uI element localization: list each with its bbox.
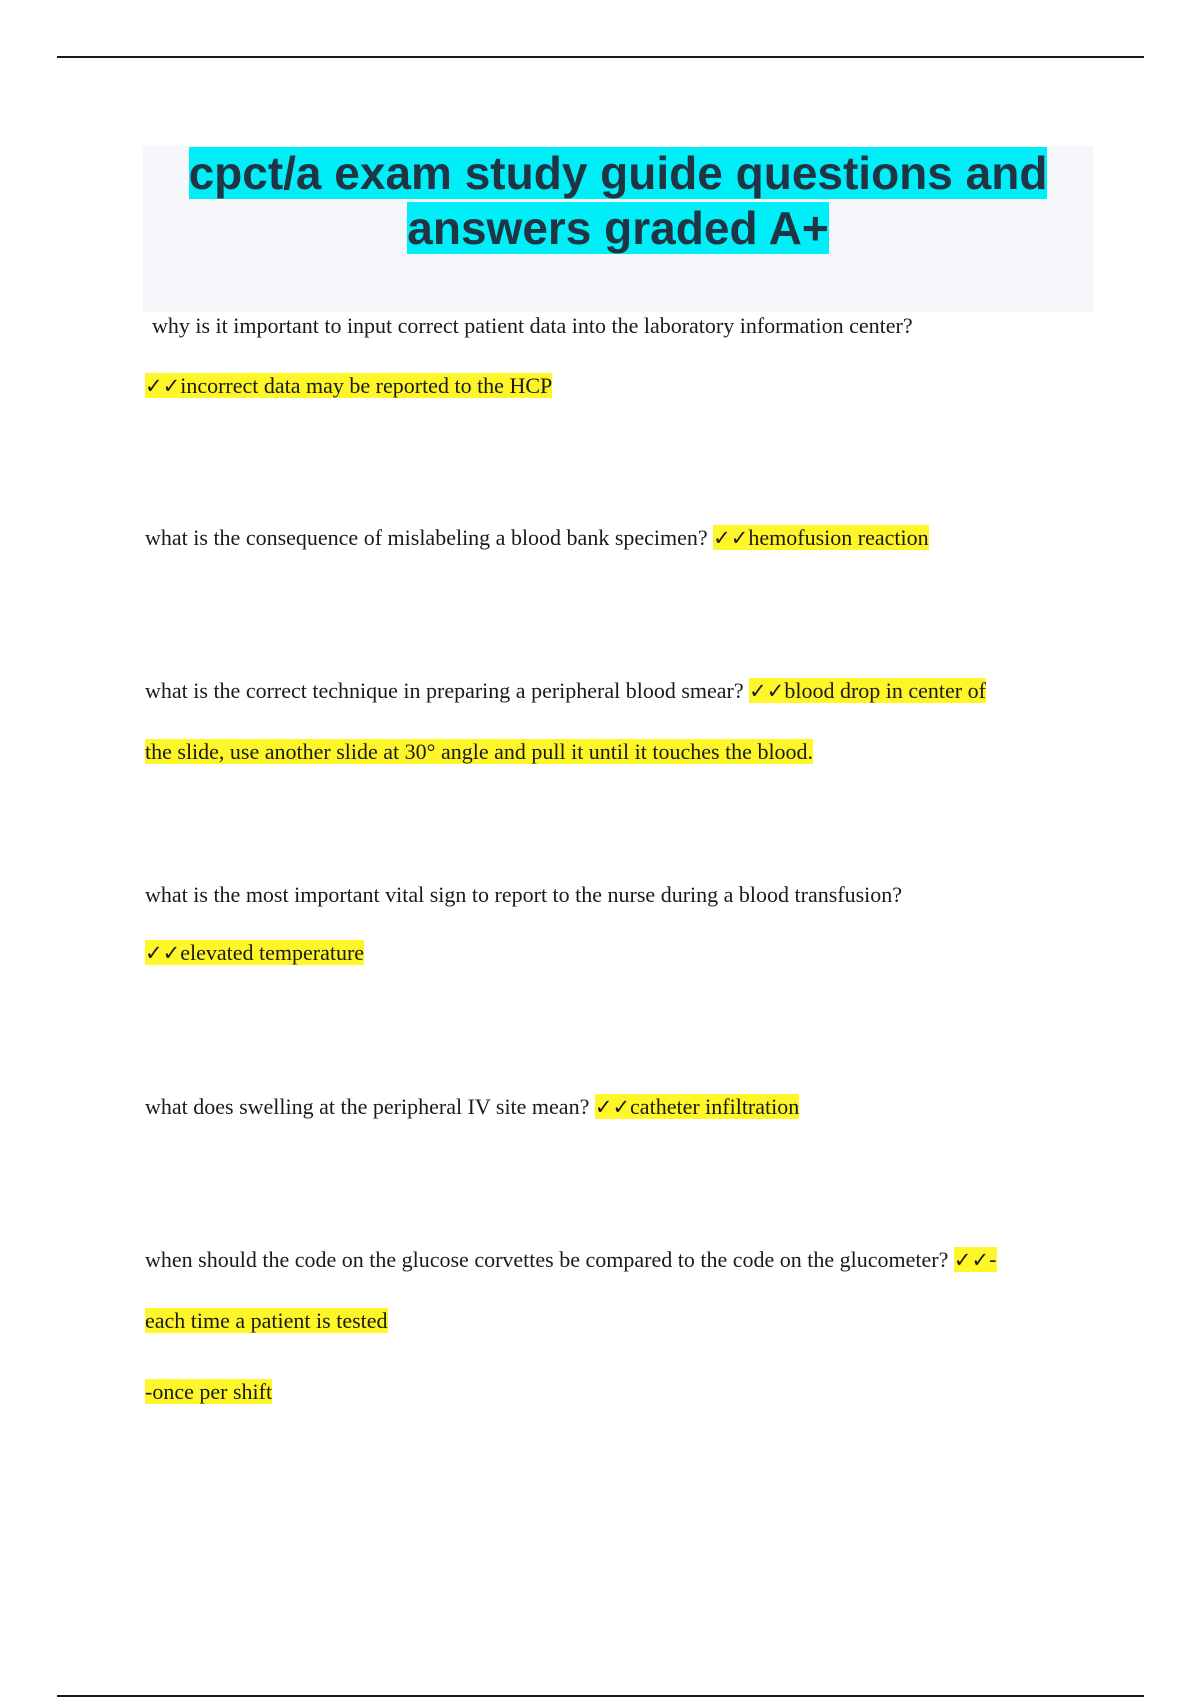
question-4 — [145, 865, 1085, 925]
double-check-icon: ✓✓ — [713, 526, 749, 550]
answer-3-text-line-2: the slide, use another slide at 30° angle and pull it until it touches the blood. — [145, 739, 814, 764]
answer-6-highlight — [954, 1247, 997, 1272]
question-6 — [145, 1230, 1085, 1290]
answer-6-text-line-1: each time a patient is tested — [145, 1308, 388, 1333]
answer-1 — [145, 371, 552, 401]
answer-4-highlight — [145, 940, 364, 965]
answer-3-text-line-1: blood drop in center of — [784, 678, 986, 703]
answer-1-text: incorrect data may be reported to the HCP — [180, 373, 553, 398]
double-check-icon: ✓✓- — [953, 1248, 997, 1272]
question-1-text: why is it important to input correct patient data into the laboratory information center? — [152, 313, 913, 338]
question-5-text: what does swelling at the peripheral IV site mean? — [145, 1094, 590, 1119]
question-4-text: what is the most important vital sign to report to the nurse during a blood transfusion? — [145, 882, 903, 907]
question-3-text: what is the correct technique in preparing a peripheral blood smear? — [145, 678, 744, 703]
answer-4-text: elevated temperature — [180, 940, 365, 965]
title-line-2: answers graded A+ — [407, 202, 829, 254]
page-title — [143, 146, 1093, 256]
answer-1-highlight — [145, 373, 552, 398]
answer-5-highlight — [595, 1094, 799, 1119]
answer-5-text: catheter infiltration — [630, 1094, 800, 1119]
question-2-text: what is the consequence of mislabeling a blood bank specimen? — [145, 525, 708, 550]
title-line-1: cpct/a exam study guide questions and — [188, 147, 1048, 199]
question-1 — [145, 296, 1085, 356]
double-check-icon: ✓✓ — [749, 679, 785, 703]
answer-3-continuation — [145, 737, 813, 767]
answer-2-highlight — [713, 525, 928, 550]
bottom-rule — [57, 1695, 1144, 1697]
question-2 — [145, 508, 1085, 568]
answer-6-text-line-2: -once per shift — [145, 1379, 273, 1404]
question-6-text: when should the code on the glucose corvettes be compared to the code on the glucometer? — [145, 1247, 949, 1272]
answer-6-line-1 — [145, 1306, 388, 1336]
double-check-icon: ✓✓ — [594, 1095, 631, 1119]
top-rule — [57, 56, 1144, 58]
double-check-icon: ✓✓ — [145, 941, 181, 965]
question-5 — [145, 1077, 1085, 1137]
double-check-icon: ✓✓ — [145, 374, 181, 398]
answer-4 — [145, 938, 364, 968]
answer-2-text: hemofusion reaction — [748, 525, 929, 550]
question-3 — [145, 661, 1085, 721]
answer-3-highlight-line-1 — [749, 678, 986, 703]
answer-6-line-2 — [145, 1377, 272, 1407]
